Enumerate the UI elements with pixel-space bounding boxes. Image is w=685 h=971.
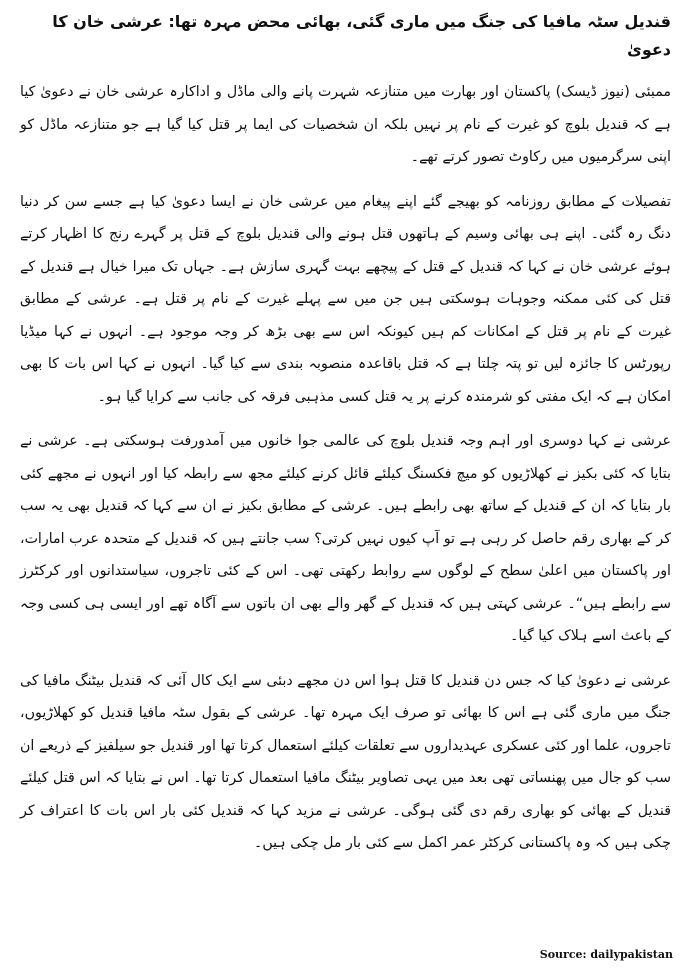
article-paragraph-2: تفصیلات کے مطابق روزنامہ کو بھیجے گئے اپنے پیغام میں عرشی خان نے ایسا دعویٰ کیا ہے جسے سن کر دنیا دنگ رہ گئی۔ اپنے ہی بھائی وسیم کے ہاتھوں قتل ہونے والی قندیل بلوچ کے قتل پر گہرے رنج کا اظہار کرتے ہوئے عرشی خان نے کہا کہ قندیل کے قتل کے پیچھے بہت گہری سازش ہے۔ جہاں تک میرا خیال ہے قندیل کے قتل کی کئی ممکنہ وجوہات ہوسکتی ہیں جن میں سے پہلے غیرت کے نام پر قتل ہے۔ عرشی کے مطابق غیرت کے نام پر قتل کے امکانات کم ہیں کیونکہ اس سے بھی بڑھ کر وجہ موجود ہے۔ انہوں نے کہا میڈیا رپورٹس کا جائزہ لیں تو پتہ چلتا ہے کہ قتل باقاعدہ منصوبہ بندی سے کیا گیا۔ انہوں نے کہا اس بات کا بھی امکان ہے کہ ایک مفتی کو شرمندہ کرنے پر یہ قتل کسی مذہبی فرقہ کی جانب سے کرایا گیا ہو۔ bbox=[20, 193, 671, 405]
source-credit: Source: dailypakistan bbox=[539, 948, 673, 961]
article-paragraph-4: عرشی نے دعویٰ کیا کہ جس دن قندیل کا قتل ہوا اس دن مجھے دبئی سے ایک کال آئی کہ قندیل بیٹنگ مافیا کی جنگ میں ماری گئی ہے اس کا بھائی تو صرف ایک مہرہ تھا۔ عرشی کے بقول سٹہ مافیا قندیل کو کھلاڑیوں، تاجروں، علما اور کئی عسکری عہدیداروں سے تعلقات کیلئے استعمال کرتا تھا اور قندیل جو سیلفیز کے ذریعے ان سب کو جال میں پھنساتی تھی بعد میں یہی تصاویر بیٹنگ مافیا استعمال کرتا تھا۔ اس نے بتایا کہ اس قتل کیلئے قندیل کے بھائی کو بھاری رقم دی گئی ہوگی۔ عرشی نے مزید کہا کہ قندیل کئی بار اس بات کا اعتراف کر چکی ہیں کہ وہ پاکستانی کرکٹر عمر اکمل سے کئی بار مل چکی ہیں۔ bbox=[20, 672, 671, 851]
article-paragraph-1: ممبئی (نیوز ڈیسک) پاکستان اور بھارت میں متنازعہ شہرت پانے والی ماڈل و اداکارہ عرشی خان نے دعویٰ کیا ہے کہ قندیل بلوچ کو غیرت کے نام پر نہیں بلکہ ان شخصیات کی ایما پر قتل کیا گیا ہے جو متنازعہ ماڈل کو اپنی سرگرمیوں میں رکاوٹ تصور کرتے تھے۔ bbox=[20, 84, 671, 165]
article-headline: قندیل سٹہ مافیا کی جنگ میں ماری گئی، بھائی محض مہرہ تھا: عرشی خان کا دعویٰ bbox=[52, 12, 671, 59]
article-paragraph-3: عرشی نے کہا دوسری اور اہم وجہ قندیل بلوچ کی عالمی جوا خانوں میں آمدورفت ہوسکتی ہے۔ عرشی نے بتایا کہ کئی بکیز نے کھلاڑیوں کو میچ فکسنگ کیلئے قائل کرنے کیلئے مجھ سے رابطہ کیا اور انہوں نے مجھے کئی بار بتایا کہ ان کے قندیل کے ساتھ بھی رابطے ہیں۔ عرشی کے مطابق بکیز نے ان سے کہا کہ قندیل بھی یہ سب کر کے بھاری رقم حاصل کر رہی ہے تو آپ کیوں نہیں کرتی؟ سب جانتے ہیں کہ قندیل کے متحدہ عرب امارات، اور پاکستان میں اعلیٰ سطح کے لوگوں سے روابط رکھتی تھی۔ اس کے کئی تاجروں، سیاستدانوں اور کرکٹرز سے رابطے ہیں“۔ عرشی کہتی ہیں کہ قندیل کے گھر والے بھی ان باتوں سے آگاہ تھے اور ایسی ہی کسی وجہ کے باعث اسے ہلاک کیا گیا۔ bbox=[20, 433, 671, 644]
